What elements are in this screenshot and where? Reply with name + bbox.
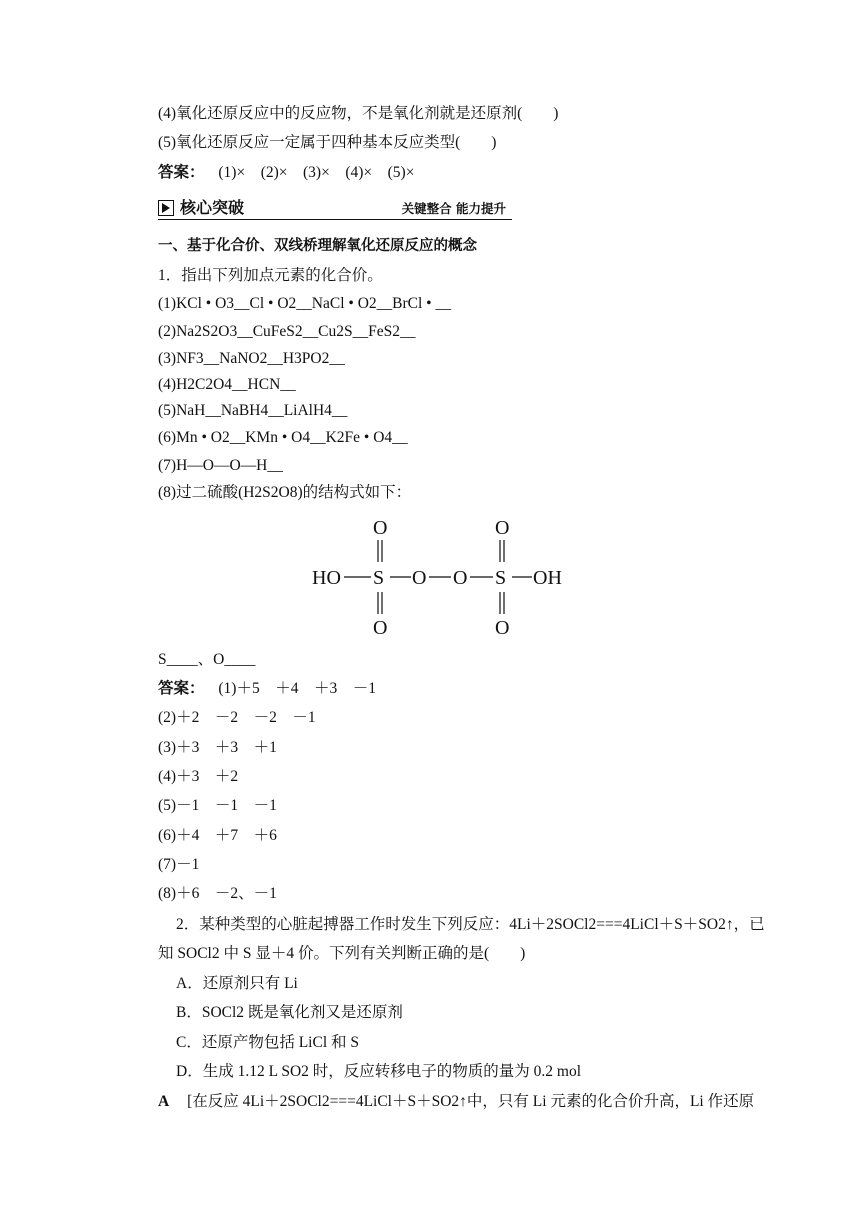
answer-letter: A [158, 1093, 170, 1110]
section-title: 核心突破 [180, 198, 245, 217]
problem1-item: (1)KCl • O3__Cl • O2__NaCl • O2__BrCl • __ [158, 295, 451, 312]
answer-row-1 [158, 679, 376, 699]
option-c: C．还原产物包括 LiCl 和 S [176, 1034, 360, 1051]
structural-formula [310, 514, 582, 640]
formula-atom: O [373, 517, 388, 539]
explanation-row [158, 1092, 754, 1112]
section-divider [158, 219, 512, 220]
formula-atom: S [495, 567, 507, 589]
answer-row-top [158, 163, 414, 183]
answer-text: (1)＋5 ＋4 ＋3 －1 [218, 680, 376, 697]
answer-label: 答案： [158, 164, 205, 181]
question-4: (4)氧化还原反应中的反应物，不是氧化剂就是还原剂( ) [158, 105, 559, 122]
option-d: D．生成 1.12 L SO2 时，反应转移电子的物质的量为 0.2 mol [176, 1063, 582, 1080]
answer-line: (2)＋2 －2 －2 －1 [158, 709, 316, 726]
problem1-item: (8)过二硫酸(H2S2O8)的结构式如下： [158, 484, 412, 501]
play-icon [158, 200, 174, 216]
formula-atom: O [453, 567, 468, 589]
answer-text: (1)× (2)× (3)× (4)× (5)× [218, 164, 415, 181]
problem1-item: (6)Mn • O2__KMn • O4__K2Fe • O4__ [158, 429, 408, 446]
formula-atom: S [373, 567, 385, 589]
formula-atom: OH [533, 567, 562, 589]
option-a: A．还原剂只有 Li [176, 975, 298, 992]
answer-line: (5)－1 －1 －1 [158, 797, 277, 814]
question-5: (5)氧化还原反应一定属于四种基本反应类型( ) [158, 134, 497, 151]
problem1-item: (5)NaH__NaBH4__LiAlH4__ [158, 402, 348, 419]
option-b: B．SOCl2 既是氧化剂又是还原剂 [176, 1004, 403, 1021]
answer-line: (3)＋3 ＋3 ＋1 [158, 739, 277, 756]
answer-label: 答案： [158, 680, 205, 697]
problem1-item: (3)NF3__NaNO2__H3PO2__ [158, 350, 345, 367]
heading-1: 一、基于化合价、双线桥理解氧化还原反应的概念 [158, 238, 477, 254]
answer-line: (4)＋3 ＋2 [158, 768, 239, 785]
formula-atom: O [495, 517, 510, 539]
answer-line: (7)－1 [158, 856, 200, 873]
problem1-stem: 1．指出下列加点元素的化合价。 [158, 267, 383, 284]
formula-atom: O [412, 567, 427, 589]
problem1-item: (7)H—O—O—H__ [158, 457, 283, 474]
answer-line: (8)＋6 －2、－1 [158, 885, 277, 902]
problem2-stem-line1: 2．某种类型的心脏起搏器工作时发生下列反应：4Li＋2SOCl2===4LiCl＋S＋SO2↑，已 [176, 916, 765, 933]
formula-atom: O [373, 617, 388, 639]
problem2-stem-line2: 知 SOCl2 中 S 显＋4 价。下列有关判断正确的是( ) [158, 945, 526, 962]
section-header [158, 198, 512, 220]
problem1-blank: S____、O____ [158, 651, 256, 668]
formula-atom: O [495, 617, 510, 639]
explanation-text: [在反应 4Li＋2SOCl2===4LiCl＋S＋SO2↑中，只有 Li 元素的化合价升高，Li 作还原 [187, 1093, 755, 1110]
section-subtitle: 关键整合 能力提升 [401, 201, 506, 216]
problem1-item: (2)Na2S2O3__CuFeS2__Cu2S__FeS2__ [158, 323, 416, 340]
answer-line: (6)＋4 ＋7 ＋6 [158, 827, 277, 844]
problem1-item: (4)H2C2O4__HCN__ [158, 376, 296, 393]
formula-atom: HO [312, 567, 341, 589]
